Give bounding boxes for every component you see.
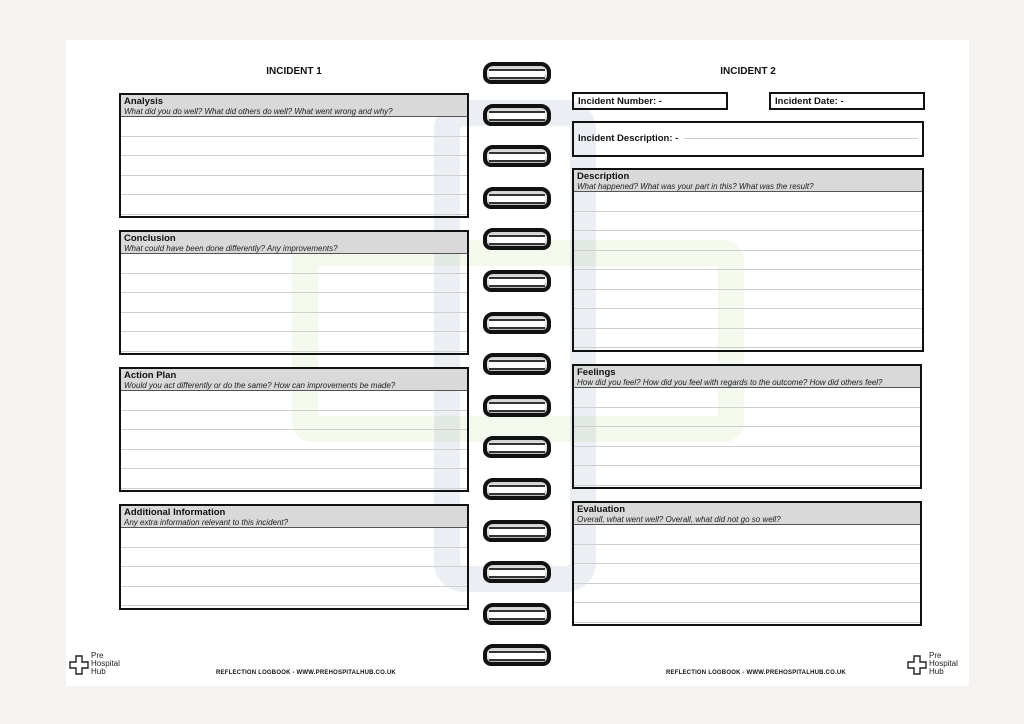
logo-line-1: Pre — [91, 651, 104, 660]
logo-line-2: Hospital — [91, 659, 120, 668]
writing-lines — [574, 525, 920, 624]
binding-ring — [483, 520, 551, 542]
incident-number-label: Incident Number: - — [578, 96, 662, 107]
binding-ring — [483, 145, 551, 167]
binding-ring — [483, 312, 551, 334]
writing-lines — [121, 528, 467, 608]
binding-ring — [483, 395, 551, 417]
binding-ring — [483, 436, 551, 458]
binding-ring — [483, 561, 551, 583]
logo-line-3: Hub — [91, 667, 106, 676]
feelings-title: Feelings — [577, 367, 616, 378]
evaluation-title: Evaluation — [577, 504, 626, 515]
description-title: Description — [577, 171, 630, 182]
conclusion-box[interactable] — [119, 230, 469, 355]
binding-ring — [483, 62, 551, 84]
stethoscope-cross-icon — [69, 652, 91, 680]
action-plan-prompt: Would you act differently or do the same? How can improvements be made? — [124, 381, 396, 390]
incident-description-field[interactable] — [572, 121, 924, 157]
logbook-page — [66, 40, 969, 686]
writing-line — [684, 138, 918, 139]
action-plan-title: Action Plan — [124, 370, 177, 381]
left-logo — [69, 652, 131, 682]
incident-date-field[interactable] — [769, 92, 925, 110]
analysis-box[interactable] — [119, 93, 469, 218]
stethoscope-cross-icon — [907, 652, 929, 680]
writing-lines — [121, 117, 467, 216]
logo-line-1: Pre — [929, 651, 942, 660]
left-footer: REFLECTION LOGBOOK - WWW.PREHOSPITALHUB.CO.UK — [216, 670, 396, 676]
additional-information-title: Additional Information — [124, 507, 226, 518]
analysis-prompt: What did you do well? What did others do well? What went wrong and why? — [124, 107, 393, 116]
binding-ring — [483, 353, 551, 375]
right-logo — [907, 652, 969, 682]
action-plan-box[interactable] — [119, 367, 469, 492]
feelings-prompt: How did you feel? How did you feel with regards to the outcome? How did others feel? — [577, 378, 883, 387]
incident-1-heading: INCIDENT 1 — [266, 66, 322, 77]
incident-date-label: Incident Date: - — [775, 96, 844, 107]
binding-ring — [483, 187, 551, 209]
additional-information-box[interactable] — [119, 504, 469, 610]
description-prompt: What happened? What was your part in this? What was the result? — [577, 182, 814, 191]
logo-line-3: Hub — [929, 667, 944, 676]
writing-lines — [121, 391, 467, 490]
evaluation-box[interactable] — [572, 501, 922, 626]
description-box[interactable] — [572, 168, 924, 352]
right-footer: REFLECTION LOGBOOK - WWW.PREHOSPITALHUB.CO.UK — [666, 670, 846, 676]
incident-description-label: Incident Description: - — [578, 133, 679, 144]
binding-ring — [483, 228, 551, 250]
binding-ring — [483, 478, 551, 500]
binding-ring — [483, 644, 551, 666]
writing-lines — [121, 254, 467, 353]
writing-lines — [574, 388, 920, 487]
evaluation-prompt: Overall, what went well? Overall, what did not go so well? — [577, 515, 781, 524]
binding-ring — [483, 270, 551, 292]
feelings-box[interactable] — [572, 364, 922, 489]
conclusion-title: Conclusion — [124, 233, 176, 244]
logo-line-2: Hospital — [929, 659, 958, 668]
analysis-title: Analysis — [124, 96, 164, 107]
incident-number-field[interactable] — [572, 92, 728, 110]
conclusion-prompt: What could have been done differently? Any improvements? — [124, 244, 338, 253]
binding-ring — [483, 603, 551, 625]
binding-ring — [483, 104, 551, 126]
writing-lines — [574, 192, 922, 350]
incident-2-heading: INCIDENT 2 — [720, 66, 776, 77]
additional-information-prompt: Any extra information relevant to this incident? — [124, 518, 289, 527]
